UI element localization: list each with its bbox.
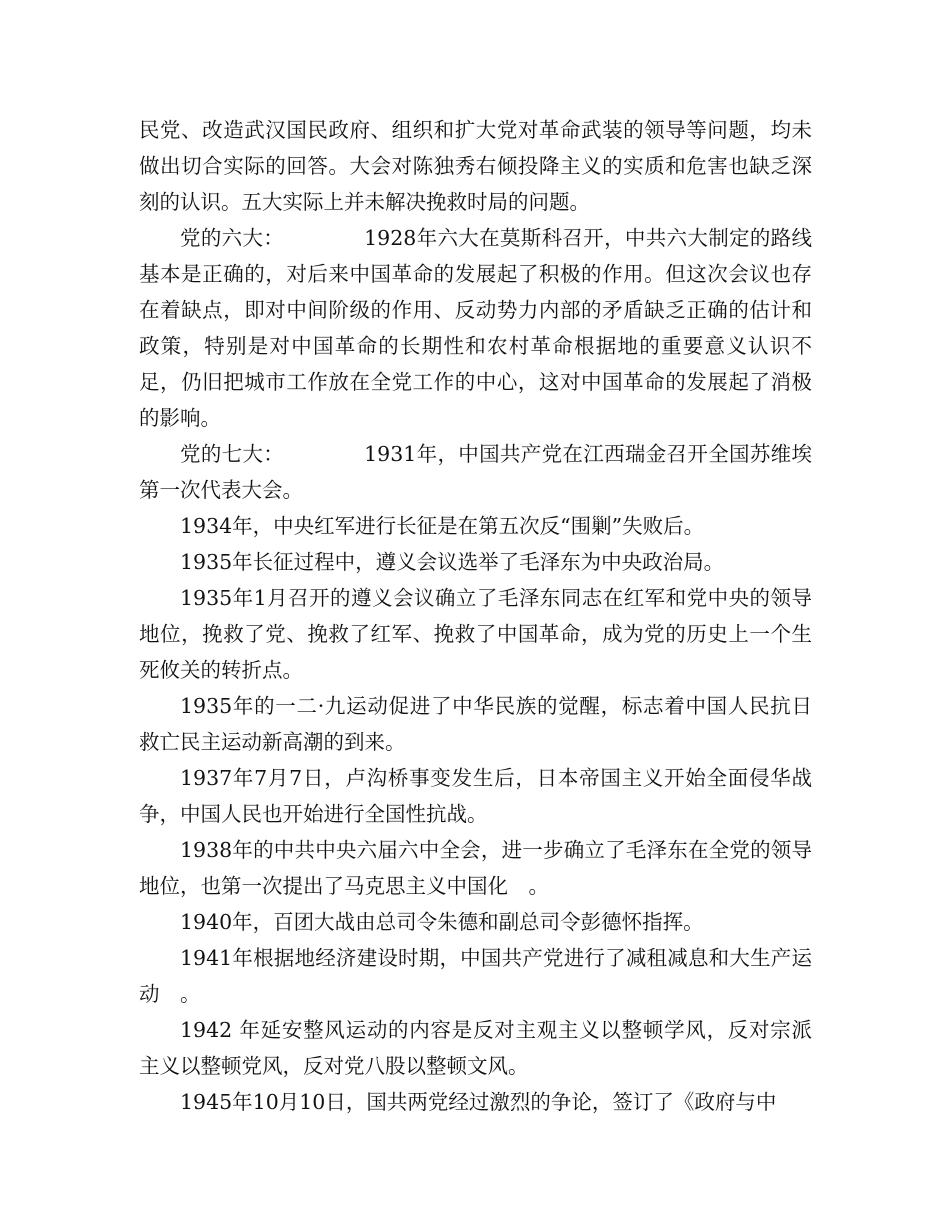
section-label: 党的六大： xyxy=(180,226,285,250)
paragraph-1935-december-ninth xyxy=(139,688,812,760)
paragraph-text: 1928年六大在莫斯科召开，中共六大制定的路线基本是正确的，对后来中国革命的发展起了积极的作用。但这次会议也存在着缺点，即对中间阶级的作用、反动势力内部的矛盾缺乏正确的估计和政策，特别是对中国革命的长期性和农村革命根据地的重要意义认识不足，仍旧把城市工作放在全党工作的中心，这对中国革命的发展起了消极的影响。 xyxy=(139,226,813,430)
paragraph-text: 1931年，中国共产党在江西瑞金召开全国苏维埃第一次代表大会。 xyxy=(139,442,813,502)
paragraph-1945-double-tenth xyxy=(139,1084,812,1120)
document-page xyxy=(139,112,812,1120)
section-label: 党的七大： xyxy=(180,442,285,466)
paragraph-text: 1935年长征过程中，遵义会议选举了毛泽东为中央政治局。 xyxy=(180,550,725,574)
paragraph-sixth-congress xyxy=(139,220,812,436)
paragraph-1935-zunyi-meeting xyxy=(139,580,812,688)
paragraph-fifth-congress-continuation xyxy=(139,112,812,220)
paragraph-seventh-congress xyxy=(139,436,812,508)
paragraph-1941-economy xyxy=(139,940,812,1012)
paragraph-text: 1935年的一二·九运动促进了中华民族的觉醒，标志着中国人民抗日救亡民主运动新高潮的到来。 xyxy=(139,694,812,754)
paragraph-text: 民党、改造武汉国民政府、组织和扩大党对革命武装的领导等问题，均未做出切合实际的回答。大会对陈独秀右倾投降主义的实质和危害也缺乏深刻的认识。五大实际上并未解决挽救时局的问题。 xyxy=(139,118,812,214)
paragraph-1937-lugou-bridge xyxy=(139,760,812,832)
paragraph-text: 1935年1月召开的遵义会议确立了毛泽东同志在红军和党中央的领导地位，挽救了党、挽救了红军、挽救了中国革命，成为党的历史上一个生死攸关的转折点。 xyxy=(139,586,812,682)
paragraph-1934-long-march xyxy=(139,508,812,544)
paragraph-text: 1937年7月7日，卢沟桥事变发生后，日本帝国主义开始全面侵华战争，中国人民也开始进行全国性抗战。 xyxy=(139,766,812,826)
paragraph-text: 1941年根据地经济建设时期，中国共产党进行了减租减息和大生产运动 。 xyxy=(139,946,812,1006)
paragraph-1938-plenum xyxy=(139,832,812,904)
paragraph-1940-hundred-regiments xyxy=(139,904,812,940)
paragraph-text: 1945年10月10日，国共两党经过激烈的争论，签订了《政府与中 xyxy=(180,1090,777,1114)
paragraph-1942-rectification xyxy=(139,1012,812,1084)
paragraph-text: 1942 年延安整风运动的内容是反对主观主义以整顿学风，反对宗派主义以整顿党风，反对党八股以整顿文风。 xyxy=(139,1018,812,1078)
paragraph-text: 1940年，百团大战由总司令朱德和副总司令彭德怀指挥。 xyxy=(180,910,704,934)
paragraph-text: 1934年，中央红军进行长征是在第五次反“围剿”失败后。 xyxy=(180,514,705,538)
paragraph-text: 1938年的中共中央六届六中全会，进一步确立了毛泽东在全党的领导地位，也第一次提出了马克思主义中国化 。 xyxy=(139,838,812,898)
paragraph-1935-zunyi-election xyxy=(139,544,812,580)
